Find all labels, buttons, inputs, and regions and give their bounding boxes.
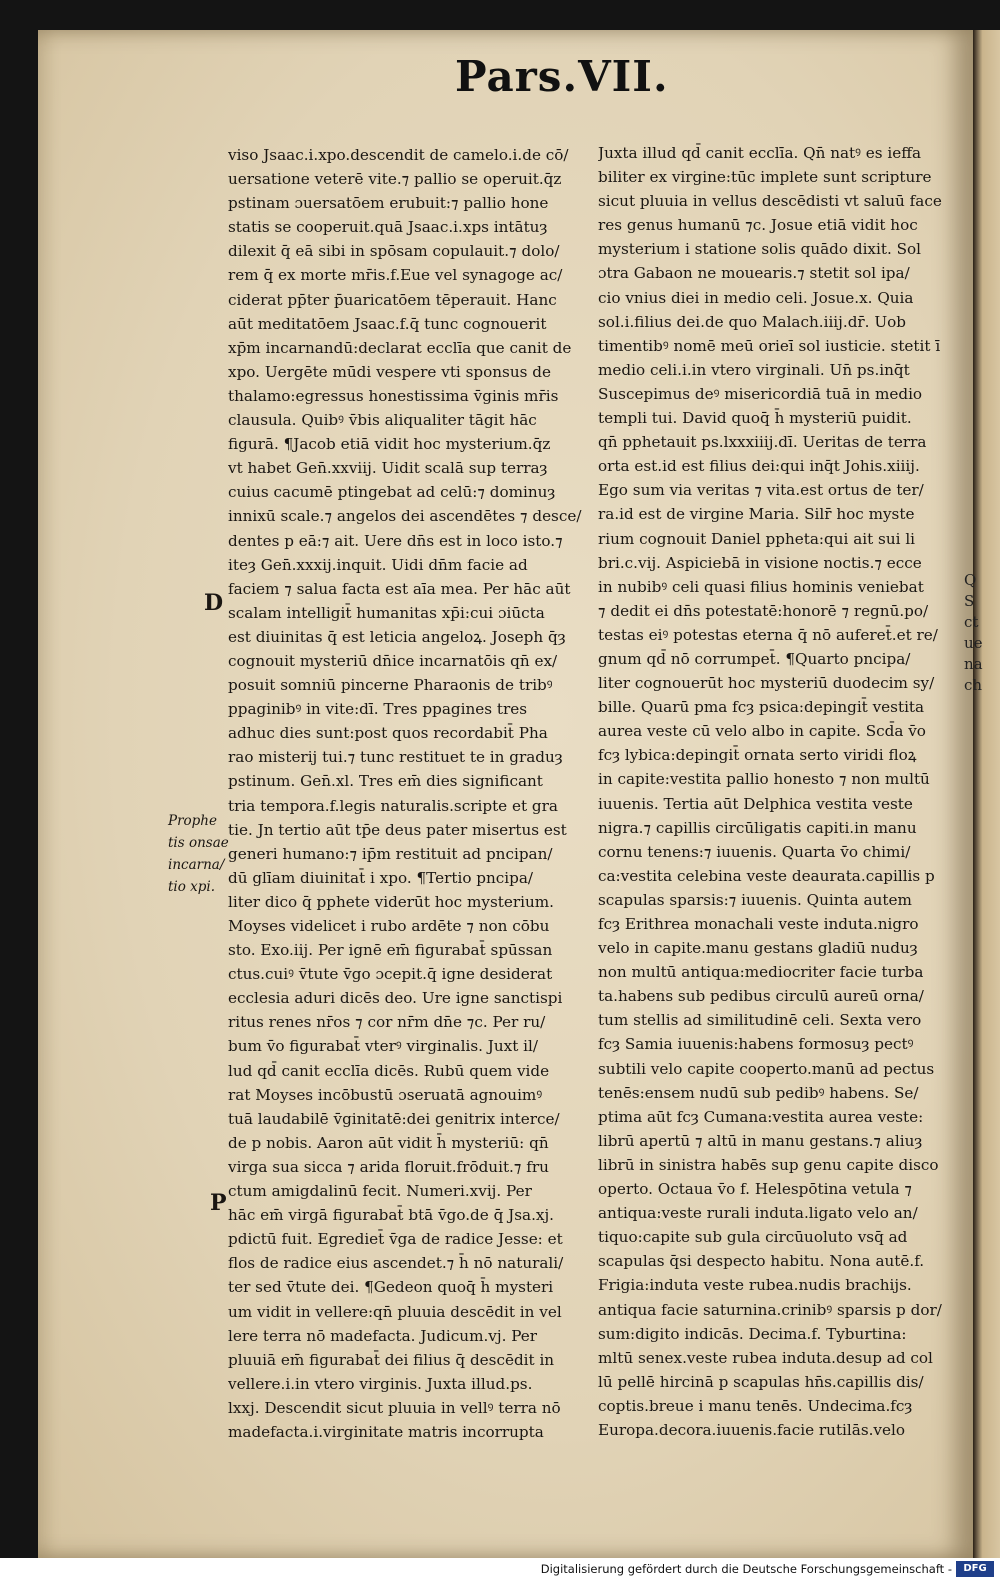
text-line: antiqua:veste rurali induta.ligato velo an/ <box>598 1204 918 1223</box>
text-line: ecclesia aduri dicēs deo. Ure igne sanctispi <box>228 989 563 1008</box>
text-line: iuuenis. Tertia aūt Delphica vestita veste <box>598 794 913 813</box>
text-line: iteȝ Gen̄.xxxij.inquit. Uidi dn̄m facie ad <box>228 555 528 574</box>
text-line: aūt meditatōem Jsaac.f.q̄ tunc cognouerit <box>228 314 547 333</box>
text-line: Moyses videlicet i rubo ardēte ⁊ non cōbu <box>228 917 550 935</box>
text-line: vellere.i.in vtero virginis. Juxta illud.ps. <box>228 1374 533 1393</box>
text-line: liter dico q̄ pphete viderūt hoc mysterium. <box>228 892 555 911</box>
text-line: fcȝ lybica:depingit̄ ornata serto viridi floꝝ <box>598 746 917 765</box>
page-header: Pars.VII. <box>455 52 669 101</box>
text-line: sol.i.filius dei.de quo Malach.iiij.dr̄. Uob <box>598 312 907 331</box>
text-line: ritus renes nr̄os ⁊ cor nr̄m dn̄e ⁊c. Per ru/ <box>228 1013 546 1032</box>
facing-page-fragment: ch <box>964 676 983 694</box>
text-line: tria tempora.f.legis naturalis.scripte et gra <box>228 796 558 815</box>
text-line: templi tui. David quoq̄ h̄ mysteriū puidit. <box>598 409 912 428</box>
text-line: ptima aūt fcȝ Cumana:vestita aurea veste: <box>598 1107 924 1126</box>
facing-page-fragment: na <box>964 655 983 673</box>
text-line: dū glīam diuinitat̄ i xpo. ¶Tertio pncipa/ <box>228 868 534 887</box>
text-line: antiqua facie saturnina.crinibꝰ sparsis p dor/ <box>598 1300 942 1319</box>
text-line: cognouit mysteriū dn̄ice incarnatōis qn̄ ex/ <box>228 651 558 670</box>
text-line: rao misterij tui.⁊ tunc restituet te in graduȝ <box>228 748 563 767</box>
text-line: xp̄m incarnandū:declarat ecclīa que canit de <box>228 338 572 357</box>
text-line: mltū senex.veste rubea induta.desup ad col <box>598 1348 933 1367</box>
text-line: lū pellē hircinā p scapulas hn̄s.capillis dis/ <box>598 1372 924 1391</box>
text-line: generi humano:⁊ ip̄m restituit ad pncipan/ <box>228 844 553 863</box>
text-line: ɔtra Gabaon ne mouearis.⁊ stetit sol ipa/ <box>598 264 910 283</box>
marginal-note <box>168 810 230 898</box>
text-line: coptis.breue i manu tenēs. Undecima.fcȝ <box>598 1396 913 1415</box>
text-line: est diuinitas q̄ est leticia angeloꝝ. Joseph q̄ȝ <box>228 627 566 646</box>
text-line: in nubibꝰ celi quasi filius hominis veniebat <box>598 577 924 596</box>
text-line: cornu tenens:⁊ iuuenis. Quarta v̄o chimi/ <box>598 842 911 861</box>
text-line: hāc em̄ virgā figurabat̄ btā v̄go.de q̄ Jsa.xj. <box>228 1206 555 1225</box>
facing-page-fragment: Q <box>964 571 977 589</box>
text-line: tuā laudabilē v̄ginitatē:dei genitrix interce/ <box>228 1109 560 1128</box>
text-line: velo in capite.manu gestans gladiū nuduȝ <box>598 939 918 958</box>
text-line: innixū scale.⁊ angelos dei ascendētes ⁊ desce/ <box>228 507 582 526</box>
text-line: sum:digito indicās. Decima.f. Tyburtina: <box>598 1324 907 1343</box>
text-line: non multū antiqua:mediocriter facie turba <box>598 963 924 982</box>
text-line: um vidit in vellere:qn̄ pluuia descēdit in vel <box>228 1302 562 1321</box>
text-line: ppaginibꝰ in vite:dī. Tres ppagines tres <box>228 700 528 719</box>
text-line: Europa.decora.iuuenis.facie rutilās.velo <box>598 1420 906 1439</box>
facing-page-fragment: ct <box>964 613 979 631</box>
text-line: ctum amigdalinū fecit. Numeri.xvij. Per <box>228 1182 532 1201</box>
text-line: clausula. Quibꝰ v̄bis aliqualiter tāgit hāc <box>228 411 537 430</box>
text-line: nigra.⁊ capillis circūligatis capiti.in manu <box>598 818 917 837</box>
text-line: de p nobis. Aaron aūt vidit h̄ mysteriū: qn̄ <box>228 1133 549 1152</box>
text-line: flos de radice eius ascendet.⁊ h̄ nō naturali/ <box>228 1254 564 1273</box>
text-line: Juxta illud qd̄ canit ecclīa. Qn̄ natꝰ es ieffa <box>598 144 922 162</box>
initial-letter: P <box>210 1190 227 1216</box>
text-line: gnum qd̄ nō corrumpet̄. ¶Quarto pncipa/ <box>598 649 911 668</box>
text-line: subtili velo capite cooperto.manū ad pectus <box>598 1059 935 1078</box>
footer-credit: Digitalisierung gefördert durch die Deutsche Forschungsgemeinschaft - <box>540 1562 952 1576</box>
text-line: ter sed v̄tute dei. ¶Gedeon quoq̄ h̄ mysteri <box>228 1278 554 1297</box>
text-line: ra.id est de virgine Maria. Silr̄ hoc myste <box>598 505 915 524</box>
text-line: liter cognouerūt hoc mysteriū duodecim sy/ <box>598 674 935 693</box>
text-line: pstinum. Gen̄.xl. Tres em̄ dies significant <box>228 772 543 791</box>
facing-page-fragment: ue <box>964 634 983 652</box>
text-line: scapulas q̄si despecto habitu. Nona autē.f. <box>598 1252 925 1271</box>
text-line: lxxj. Descendit sicut pluuia in vellꝰ terra nō <box>228 1398 561 1417</box>
text-line: fcȝ Samia iuuenis:habens formosuȝ pectꝰ <box>598 1035 914 1054</box>
text-line: pluuiā em̄ figurabat̄ dei filius q̄ descēdit in <box>228 1350 555 1369</box>
text-line: dilexit q̄ eā sibi in spōsam copulauit.⁊ dolo/ <box>228 242 560 261</box>
footer-bar <box>0 1558 1000 1581</box>
text-line: librū apertū ⁊ altū in manu gestans.⁊ aliuȝ <box>598 1131 923 1150</box>
text-line: lere terra nō madefacta. Judicum.vj. Per <box>228 1326 538 1345</box>
text-line: bille. Quarū pma fcȝ psica:depingit̄ vestita <box>598 698 925 717</box>
text-line: tum stellis ad similitudinē celi. Sexta vero <box>598 1011 922 1030</box>
text-line: sto. Exo.iij. Per ignē em̄ figurabat̄ spūssan <box>228 941 553 960</box>
text-line: Suscepimus deꝰ misericordiā tuā in medio <box>598 384 923 403</box>
text-line: aurea veste cū velo albo in capite. Scd̄a v̄o <box>598 722 926 741</box>
text-line: madefacta.i.virginitate matris incorrupta <box>228 1422 544 1441</box>
text-line: statis se cooperuit.quā Jsaac.i.xps intātuȝ <box>228 218 548 237</box>
facing-page-fragment: S <box>964 592 975 610</box>
text-line: rem q̄ ex morte mr̄is.f.Eue vel synagoge ac/ <box>228 266 563 285</box>
right-text-column <box>598 141 968 1442</box>
marginal-note-line: incarna/ <box>168 857 225 873</box>
text-line: timentibꝰ nomē meū orieī sol iusticie. stetit ī <box>598 336 941 355</box>
text-line: bri.c.vij. Aspiciebā in visione noctis.⁊ ecce <box>598 553 922 572</box>
text-line: fcȝ Erithrea monachali veste induta.nigro <box>598 915 919 933</box>
text-line: tenēs:ensem nudū sub pedibꝰ habens. Se/ <box>598 1083 919 1102</box>
text-line: ciderat pp̄ter p̄uaricatōem tēperauit. Hanc <box>228 290 557 309</box>
text-line: librū in sinistra habēs sup genu capite disco <box>598 1155 939 1174</box>
text-line: testas eiꝰ potestas eterna q̄ nō auferet̄.et re/ <box>598 625 938 644</box>
text-line: sicut pluuia in vellus descēdisti vt saluū face <box>598 192 942 211</box>
text-line: mysterium i statione solis quādo dixit. Sol <box>598 240 922 259</box>
text-line: adhuc dies sunt:post quos recordabit̄ Pha <box>228 724 548 743</box>
text-line: rium cognouit Daniel ppheta:qui ait sui li <box>598 529 916 548</box>
text-line: thalamo:egressus honestissima v̄ginis mr̄is <box>228 386 559 405</box>
text-line: res genus humanū ⁊c. Josue etiā vidit hoc <box>598 216 918 235</box>
text-line: Frigia:induta veste rubea.nudis brachijs. <box>598 1276 912 1295</box>
marginal-note-line: tis onsae <box>168 835 229 851</box>
text-line: tiquo:capite sub gula circūuoluto vsq̄ ad <box>598 1228 908 1247</box>
text-line: biliter ex virgine:tūc implete sunt scripture <box>598 168 932 187</box>
text-line: lud qd̄ canit ecclīa dicēs. Rubū quem vide <box>228 1061 550 1080</box>
text-line: ca:vestita celebina veste deaurata.capillis p <box>598 866 935 885</box>
text-line: vt habet Gen̄.xxviij. Uidit scalā sup terraȝ <box>228 459 548 478</box>
facing-page-edge <box>973 30 1000 1558</box>
left-text-column <box>228 143 600 1444</box>
text-line: cio vnius diei in medio celi. Josue.x. Quia <box>598 288 914 307</box>
text-line: ⁊ dedit ei dn̄s potestatē:honorē ⁊ regnū.po/ <box>598 601 929 620</box>
initial-letter: D <box>204 590 224 616</box>
text-line: rat Moyses incōbustū ɔseruatā agnouimꝰ <box>228 1085 543 1104</box>
text-line: figurā. ¶Jacob etiā vidit hoc mysterium.q̄z <box>228 435 551 454</box>
text-line: xpo. Uergēte mūdi vespere vti sponsus de <box>228 362 551 381</box>
text-line: virga sua sicca ⁊ arida floruit.frōduit.⁊ fru <box>228 1157 549 1176</box>
text-line: tie. Jn tertio aūt tp̄e deus pater misertus est <box>228 820 567 839</box>
text-line: operto. Octaua v̄o f. Helespōtina vetula ⁊ <box>598 1180 912 1199</box>
text-line: pdictū fuit. Egrediet̄ v̄ga de radice Jesse: et <box>228 1230 563 1249</box>
text-line: faciem ⁊ salua facta est aīa mea. Per hāc aūt <box>228 579 571 598</box>
text-line: posuit somniū pincerne Pharaonis de tribꝰ <box>228 676 553 695</box>
text-line: dentes p eā:⁊ ait. Uere dn̄s est in loco isto.⁊ <box>228 531 563 550</box>
text-line: ta.habens sub pedibus circulū aureū orna/ <box>598 987 924 1006</box>
facing-page-fragments <box>964 570 994 696</box>
text-line: bum v̄o figurabat̄ vterꝰ virginalis. Juxt il/ <box>228 1037 538 1056</box>
text-line: in capite:vestita pallio honesto ⁊ non multū <box>598 770 930 789</box>
text-line: uersatione veterē vite.⁊ pallio se operuit.q̄z <box>228 170 562 189</box>
dfg-logo: DFG <box>956 1561 994 1577</box>
marginal-note-line: Prophe <box>168 813 217 829</box>
text-line: cuius cacumē ptingebat ad celū:⁊ dominuȝ <box>228 483 556 502</box>
marginal-note-line: tio xpi. <box>168 879 216 895</box>
text-line: Ego sum via veritas ⁊ vita.est ortus de ter/ <box>598 481 924 500</box>
text-line: viso Jsaac.i.xpo.descendit de camelo.i.de cō/ <box>228 146 569 164</box>
text-line: scalam intelligit̄ humanitas xp̄i:cui ɔiūcta <box>228 603 545 622</box>
text-line: qn̄ pphetauit ps.lxxxiiij.dī. Ueritas de terra <box>598 433 927 452</box>
text-line: pstinam ɔuersatōem erubuit:⁊ pallio hone <box>228 194 549 213</box>
text-line: ctus.cuiꝰ v̄tute v̄go ɔcepit.q̄ igne desiderat <box>228 965 553 984</box>
text-line: scapulas sparsis:⁊ iuuenis. Quinta autem <box>598 890 912 909</box>
text-line: orta est.id est filius dei:qui inq̄t Johis.xiiij. <box>598 457 920 476</box>
text-line: medio celi.i.in vtero virginali. Un̄ ps.inq̄t <box>598 360 910 379</box>
